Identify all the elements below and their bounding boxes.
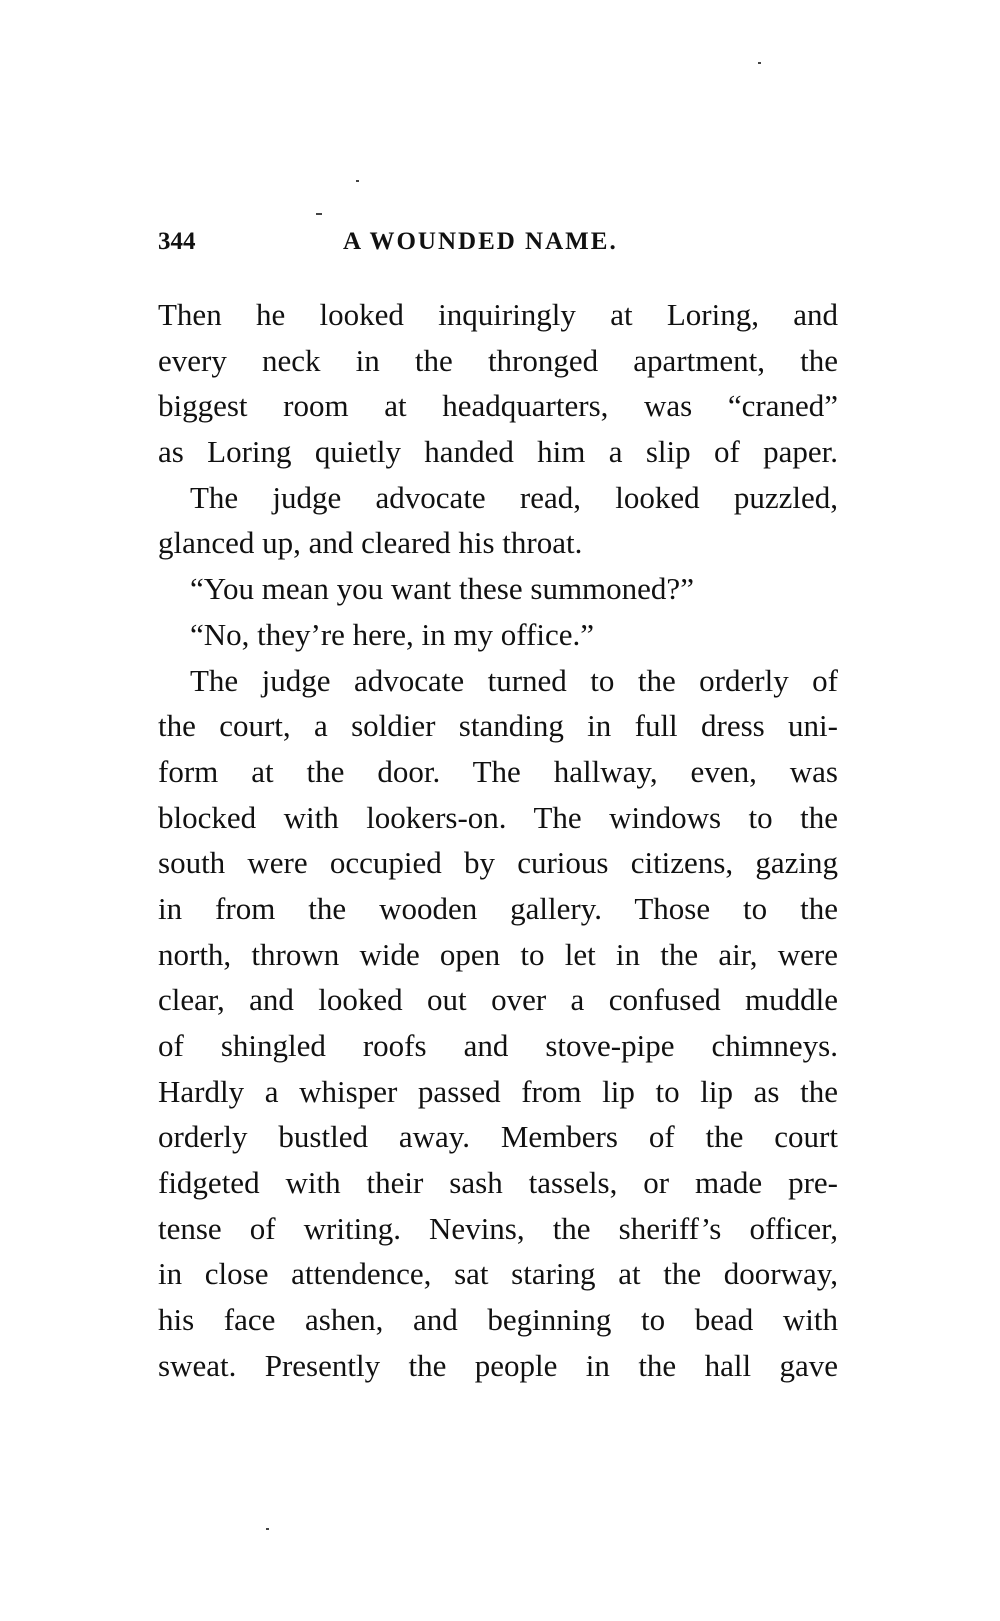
running-title: A WOUNDED NAME. [343,228,618,255]
text-line: Then he looked inquiringly at Loring, and [158,297,838,332]
text-line: fidgeted with their sash tassels, or made pre- [158,1165,838,1201]
text-line: clear, and looked out over a confused muddle [158,982,838,1018]
text-line: his face ashen, and beginning to bead with [158,1302,838,1338]
text-line: as Loring quietly handed him a slip of paper. [158,434,838,470]
text-line: “No, they’re here, in my office.” [190,616,594,652]
running-header [158,228,838,268]
text-line: glanced up, and cleared his throat. [158,525,583,561]
page-number: 344 [158,228,196,255]
scan-speck [758,62,761,64]
scan-speck [266,1528,269,1530]
text-line: Hardly a whisper passed from lip to lip as the [158,1073,838,1109]
text-line: biggest room at headquarters, was “craned” [158,388,838,424]
text-line: “You mean you want these summoned?” [190,571,694,607]
text-line: blocked with lookers-on. The windows to the [158,799,838,835]
text-line: north, thrown wide open to let in the air, were [158,936,838,972]
text-line: south were occupied by curious citizens, gazing [158,845,838,881]
text-line: form at the door. The hallway, even, was [158,753,838,789]
text-line: the court, a soldier standing in full dress uni- [158,708,838,744]
text-line: sweat. Presently the people in the hall gave [158,1347,838,1383]
text-line: of shingled roofs and stove-pipe chimneys. [158,1028,838,1063]
text-line: every neck in the thronged apartment, the [158,342,838,378]
text-line: in close attendence, sat staring at the doorway, [158,1256,838,1292]
scan-speck [316,213,322,215]
text-line: tense of writing. Nevins, the sheriff’s officer, [158,1210,838,1246]
text-line: The judge advocate turned to the orderly of [190,662,838,698]
text-line: orderly bustled away. Members of the court [158,1119,838,1155]
text-line: in from the wooden gallery. Those to the [158,890,838,926]
page-body-text [158,292,838,1389]
text-line: The judge advocate read, looked puzzled, [190,479,838,515]
scan-speck [356,180,359,182]
